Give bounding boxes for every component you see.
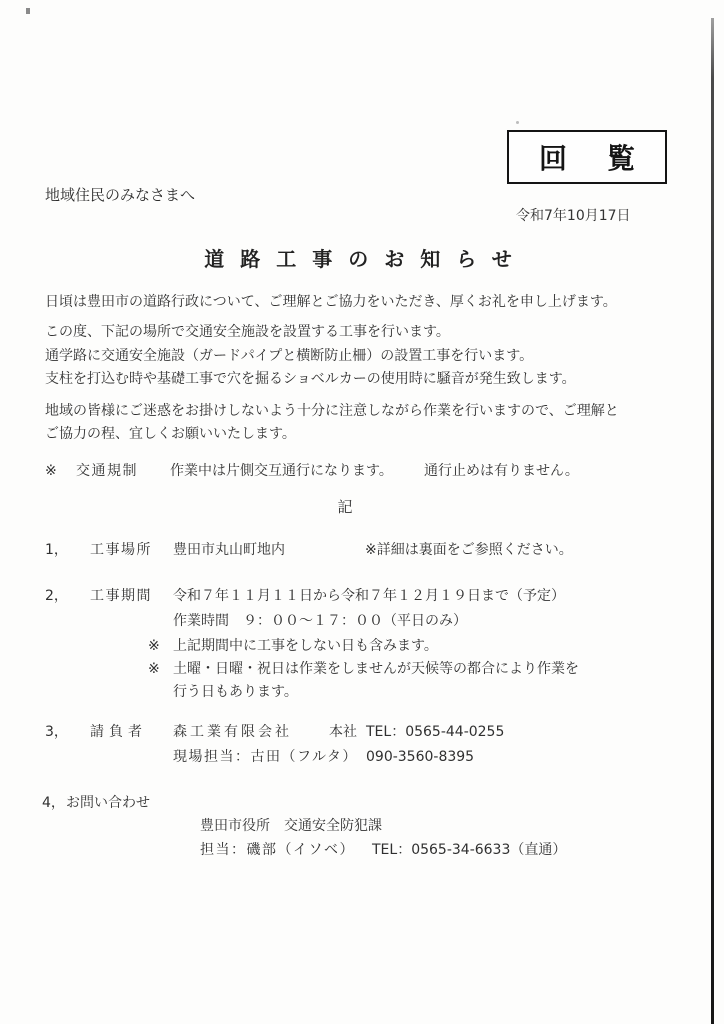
traffic-note-marker: ※: [45, 463, 57, 479]
item2-note1-marker: ※: [148, 638, 160, 654]
item4-person: 担当：磯部（イソベ）: [200, 842, 355, 858]
item3-company-name: 森工業有限会社: [173, 724, 292, 740]
item4-label: お問い合わせ: [66, 795, 150, 811]
record-heading: 記: [337, 498, 353, 516]
circulation-stamp-label: 回 覧: [538, 142, 641, 175]
item2-label: 工事期間: [90, 588, 152, 604]
item2-note2-line2: 行う日もあります。: [173, 684, 298, 700]
item2-number: 2，: [45, 588, 68, 604]
item2-work-hours: 作業時間 ９：００～１７：００（平日のみ）: [173, 613, 467, 629]
scan-artifact-right-edge: [711, 18, 714, 1024]
item3-office-label: 本社: [329, 724, 357, 740]
item1-number: 1，: [45, 542, 68, 558]
item4-office: 豊田市役所 交通安全防犯課: [200, 818, 382, 834]
intro-line-1: この度、下記の場所で交通安全施設を設置する工事を行います。: [45, 324, 450, 340]
scan-artifact-dot: [516, 121, 519, 124]
traffic-note-text1: 作業中は片側交互通行になります。: [170, 463, 393, 479]
item3-site-contact: 現場担当：古田（フルタ）: [173, 749, 358, 765]
request-line-2: ご協力の程、宜しくお願いいたします。: [45, 426, 296, 442]
intro-line-3: 支柱を打込む時や基礎工事で穴を掘るショベルカーの使用時に騒音が発生致します。: [45, 371, 576, 387]
addressee-line: 地域住民のみなさまへ: [45, 186, 196, 204]
request-line-1: 地域の皆様にご迷惑をお掛けしないよう十分に注意しながら作業を行いますので、ご理解と: [45, 403, 619, 419]
document-title: 道路工事のお知らせ: [204, 247, 528, 271]
item1-label: 工事場所: [90, 542, 152, 558]
item1-value: 豊田市丸山町地内: [173, 542, 285, 558]
item4-phone: TEL：0565-34-6633（直通）: [372, 842, 567, 858]
item4-number: 4，: [42, 795, 65, 811]
document-date: 令和7年10月17日: [516, 208, 631, 224]
circulation-stamp-box: [507, 130, 667, 184]
intro-line-2: 通学路に交通安全施設（ガードパイプと横断防止柵）の設置工事を行います。: [45, 348, 534, 364]
item3-site-phone: 090-3560-8395: [366, 749, 475, 765]
item3-label: 請負者: [90, 724, 147, 740]
item2-period-range: 令和７年１１月１１日から令和７年１２月１９日まで（予定）: [173, 588, 565, 604]
item2-note2-marker: ※: [148, 661, 160, 677]
item2-note1: 上記期間中に工事をしない日も含みます。: [173, 638, 438, 654]
item3-number: 3，: [45, 724, 68, 740]
traffic-note-text2: 通行止めは有りません。: [424, 463, 579, 479]
item1-note: ※詳細は裏面をご参照ください。: [365, 542, 573, 558]
scan-artifact-speck: [26, 8, 30, 14]
greeting-paragraph: 日頃は豊田市の道路行政について、ご理解とご協力をいただき、厚くお礼を申し上げます。: [45, 294, 617, 310]
item3-office-phone: TEL：0565-44-0255: [366, 724, 505, 740]
item2-note2-line1: 土曜・日曜・祝日は作業をしませんが天候等の都合により作業を: [173, 661, 579, 677]
traffic-note-label: 交通規制: [76, 463, 138, 479]
